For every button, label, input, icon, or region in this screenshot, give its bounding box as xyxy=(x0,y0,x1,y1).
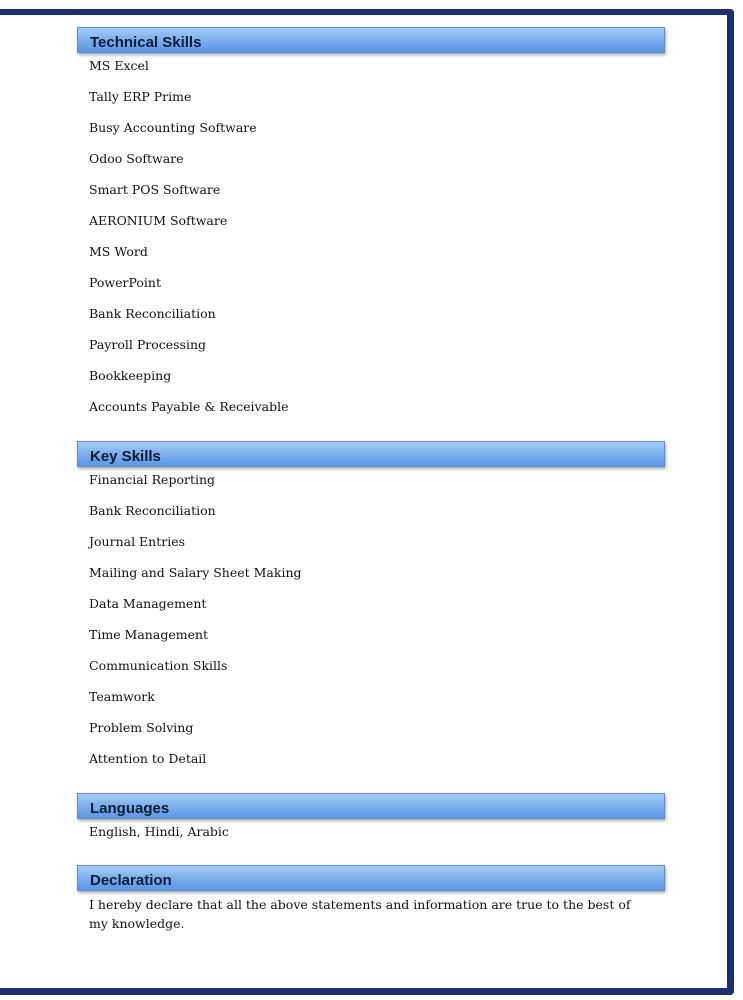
key-skill-item: Bank Reconciliation xyxy=(89,503,216,518)
technical-skills-heading: Technical Skills xyxy=(90,34,202,51)
key-skills-header xyxy=(77,441,665,467)
declaration-header xyxy=(77,865,665,891)
technical-skill-item: PowerPoint xyxy=(89,275,162,290)
languages-text: English, Hindi, Arabic xyxy=(89,824,229,839)
technical-skill-item: MS Word xyxy=(89,244,148,259)
declaration-heading: Declaration xyxy=(90,872,172,889)
key-skills-heading: Key Skills xyxy=(90,448,161,465)
key-skill-item: Journal Entries xyxy=(89,534,186,549)
technical-skill-item: MS Excel xyxy=(89,58,149,73)
key-skill-item: Financial Reporting xyxy=(89,472,216,487)
languages-heading: Languages xyxy=(90,800,170,817)
key-skill-item: Communication Skills xyxy=(89,658,228,673)
key-skill-item: Teamwork xyxy=(89,689,155,704)
technical-skill-item: Tally ERP Prime xyxy=(89,89,192,104)
technical-skill-item: Payroll Processing xyxy=(89,337,207,352)
technical-skill-item: Accounts Payable & Receivable xyxy=(89,399,289,414)
key-skill-item: Problem Solving xyxy=(89,720,194,735)
key-skill-item: Time Management xyxy=(89,627,209,642)
key-skill-item: Data Management xyxy=(89,596,207,611)
technical-skill-item: Busy Accounting Software xyxy=(89,120,257,135)
technical-skill-item: AERONIUM Software xyxy=(89,213,228,228)
technical-skills-header xyxy=(77,27,665,53)
technical-skill-item: Bookkeeping xyxy=(89,368,172,383)
key-skill-item: Mailing and Salary Sheet Making xyxy=(89,565,302,580)
technical-skill-item: Bank Reconciliation xyxy=(89,306,216,321)
key-skill-item: Attention to Detail xyxy=(89,751,207,766)
languages-header xyxy=(77,793,665,819)
technical-skill-item: Smart POS Software xyxy=(89,182,221,197)
declaration-text: I hereby declare that all the above statements and information are true to the best of my knowledge. xyxy=(89,897,631,931)
technical-skill-item: Odoo Software xyxy=(89,151,184,166)
